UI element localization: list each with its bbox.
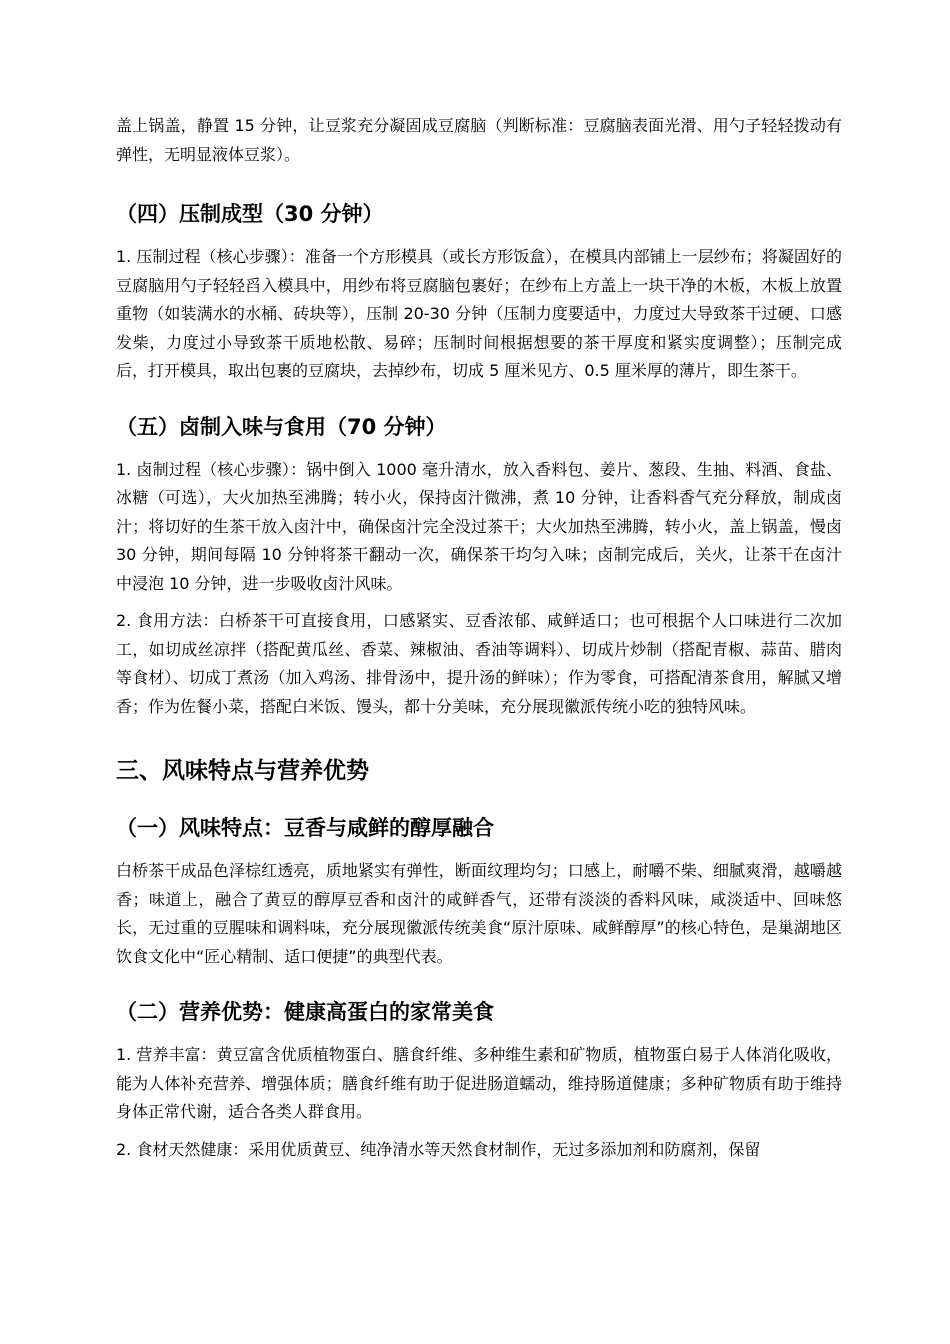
- heading-section-three: 三、风味特点与营养优势: [116, 758, 369, 784]
- paragraph-flavor: 白桥茶干成品色泽棕红透亮，质地紧实有弹性，断面纹理均匀；口感上，耐嚼不柴、细腻爽滑，越嚼越香；味道上，融合了黄豆的醇厚豆香和卤汁的咸鲜香气，还带有淡淡的香料风味，咸淡适中、回味悠长，无过重的豆腥味和调料味，充分展现徽派传统美食“原汁原味、咸鲜醇厚”的核心特色，是巢湖地区饮食文化中“匠心精制、适口便捷”的典型代表。: [116, 861, 842, 966]
- paragraph-nutrition-rich: 1. 营养丰富：黄豆富含优质植物蛋白、膳食纤维、多种维生素和矿物质，植物蛋白易于人体消化吸收，能为人体补充营养、增强体质；膳食纤维有助于促进肠道蠕动，维持肠道健康；多种矿物质有助于维持身体正常代谢，适合各类人群食用。: [116, 1045, 842, 1121]
- heading-pressing: （四）压制成型（30 分钟）: [116, 202, 384, 226]
- heading-flavor: （一）风味特点：豆香与咸鲜的醇厚融合: [116, 816, 494, 840]
- document-page: [116, 112, 842, 1173]
- paragraph-intro: 盖上锅盖，静置 15 分钟，让豆浆充分凝固成豆腐脑（判断标准：豆腐脑表面光滑、用勺子轻轻拨动有弹性，无明显液体豆浆）。: [116, 116, 842, 164]
- paragraph-natural-ingredients: 2. 食材天然健康：采用优质黄豆、纯净清水等天然食材制作，无过多添加剂和防腐剂，保留: [116, 1139, 761, 1159]
- paragraph-marinating-process: 1. 卤制过程（核心步骤）：锅中倒入 1000 毫升清水，放入香料包、姜片、葱段、生抽、料酒、食盐、冰糖（可选），大火加热至沸腾；转小火，保持卤汁微沸，煮 10 分钟，让香料香气充分释放，制成卤汁；将切好的生茶干放入卤汁中，确保卤汁完全没过茶干；大火加热至沸腾，转小火，盖上锅盖，慢卤 30 分钟，期间每隔 10 分钟将茶干翻动一次，确保茶干均匀入味；卤制完成后，关火，让茶干在卤汁中浸泡 10 分钟，进一步吸收卤汁风味。: [116, 459, 842, 593]
- heading-marinating: （五）卤制入味与食用（70 分钟）: [116, 414, 447, 439]
- paragraph-eating-method: 2. 食用方法：白桥茶干可直接食用，口感紧实、豆香浓郁、咸鲜适口；也可根据个人口味进行二次加工，如切成丝凉拌（搭配黄瓜丝、香菜、辣椒油、香油等调料）、切成片炒制（搭配青椒、蒜苗、腊肉等食材）、切成丁煮汤（加入鸡汤、排骨汤中，提升汤的鲜味）；作为零食，可搭配清茶食用，解腻又增香；作为佐餐小菜，搭配白米饭、馒头，都十分美味，充分展现徽派传统小吃的独特风味。: [116, 611, 842, 716]
- heading-nutrition: （二）营养优势：健康高蛋白的家常美食: [116, 1000, 494, 1024]
- paragraph-pressing-process: 1. 压制过程（核心步骤）：准备一个方形模具（或长方形饭盒），在模具内部铺上一层纱布；将凝固好的豆腐脑用勺子轻轻舀入模具中，用纱布将豆腐脑包裹好；在纱布上方盖上一块干净的木板，木板上放置重物（如装满水的水桶、砖块等），压制 20-30 分钟（压制力度要适中，力度过大导致茶干过硬、口感发柴，力度过小导致茶干质地松散、易碎；压制时间根据想要的茶干厚度和紧实度调整）；压制完成后，打开模具，取出包裹的豆腐块，去掉纱布，切成 5 厘米见方、0.5 厘米厚的薄片，即生茶干。: [116, 247, 842, 380]
